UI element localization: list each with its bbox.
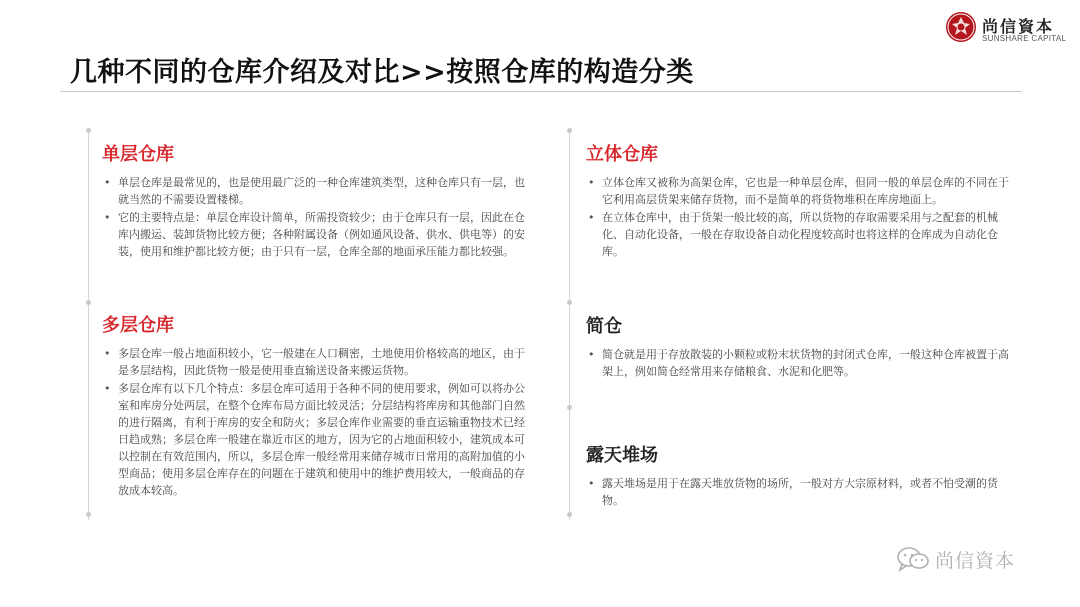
right-timeline-dot	[567, 128, 572, 133]
section-title: 单层仓库	[102, 144, 174, 165]
bullet-item: • 单层仓库是最常见的，也是使用最广泛的一种仓库建筑类型，这种仓库只有一层，也就当然的不需要设置楼梯。	[102, 174, 534, 208]
logo-mark-icon	[946, 12, 976, 42]
section-title: 多层仓库	[102, 315, 174, 336]
bullet-list	[586, 174, 1016, 260]
section-open-yard	[586, 441, 1016, 510]
right-timeline-dot	[567, 300, 572, 305]
watermark-text: 尚信資本	[935, 550, 1016, 572]
section-single-story-warehouse	[102, 140, 534, 261]
left-timeline-dot	[86, 512, 91, 517]
bullet-item: • 简仓就是用于存放散装的小颗粒或粉末状货物的封闭式仓库，一般这种仓库被置于高架上，例如简仓经常用来存储粮食、水泥和化肥等。	[586, 346, 1016, 380]
bullet-list	[586, 475, 1016, 509]
section-title: 立体仓库	[586, 144, 658, 165]
right-timeline-line	[569, 130, 570, 520]
left-timeline-line	[88, 130, 89, 520]
bullet-item: • 立体仓库又被称为高架仓库，它也是一种单层仓库，但同一般的单层仓库的不同在于它利用高层货架来储存货物，而不是简单的将货物堆积在库房地面上。	[586, 174, 1016, 208]
bullet-list	[586, 346, 1016, 380]
logo-english-name: SUNSHARE CAPITAL	[982, 34, 1067, 43]
bullet-item: • 多层仓库有以下几个特点：多层仓库可适用于各种不同的使用要求，例如可以将办公室和库房分处两层，在整个仓库布局方面比较灵活；分层结构将库房和其他部门自然的进行隔离，有利于库房的安全和防火；多层仓库作业需要的垂直运输重物技术已经日趋成熟；多层仓库一般建在靠近市区的地方，因为它的占地面积较小，建筑成本可以控制在有效范围内，所以，多层仓库一般经常用来储存城市日常用的高附加值的小型商品；使用多层仓库存在的问题在于建筑和使用中的维护费用较大，一般商品的存放成本较高。	[102, 380, 534, 499]
bullet-item: • 它的主要特点是：单层仓库设计简单，所需投资较少；由于仓库只有一层，因此在仓库内搬运、装卸货物比较方便；各种附属设备（例如通风设备、供水、供电等）的安装，使用和维护都比较方便；由于只有一层，仓库全部的地面承压能力都比较强。	[102, 209, 534, 260]
section-multi-story-warehouse	[102, 311, 534, 500]
bullet-item: • 在立体仓库中，由于货架一般比较的高，所以货物的存取需要采用与之配套的机械化、自动化设备，一般在存取设备自动化程度较高时也将这样的仓库成为自动化仓库。	[586, 209, 1016, 260]
section-title: 露天堆场	[586, 445, 658, 466]
logo-chinese-name: 尚信資本	[982, 17, 1055, 36]
right-timeline-dot	[567, 405, 572, 410]
bullet-list	[102, 174, 534, 260]
title-divider	[60, 91, 1022, 92]
left-timeline-dot	[86, 300, 91, 305]
watermark	[895, 543, 1055, 573]
section-silo	[586, 312, 1016, 381]
section-automated-warehouse	[586, 140, 1016, 261]
right-timeline-dot	[567, 512, 572, 517]
bullet-list	[102, 345, 534, 499]
bullet-item: • 多层仓库一般占地面积较小，它一般建在人口稠密，土地使用价格较高的地区，由于是多层结构，因此货物一般是使用垂直输送设备来搬运货物。	[102, 345, 534, 379]
page-title: 几种不同的仓库介绍及对比>>按照仓库的构造分类	[70, 57, 694, 88]
wechat-icon	[895, 545, 931, 577]
logo	[946, 12, 1076, 48]
bullet-item: • 露天堆场是用于在露天堆放货物的场所，一般对方大宗原材料，或者不怕受潮的货物。	[586, 475, 1016, 509]
section-title: 简仓	[586, 316, 622, 337]
left-timeline-dot	[86, 128, 91, 133]
